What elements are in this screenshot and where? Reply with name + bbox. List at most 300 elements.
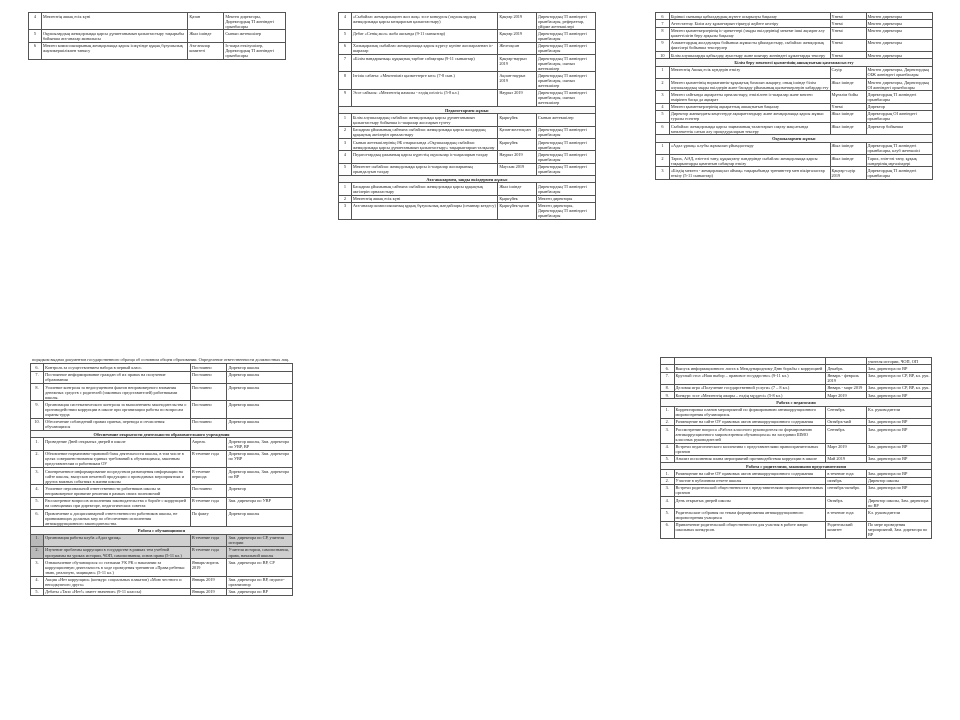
- date-cell: Жыл ішінде: [830, 123, 866, 135]
- page-1: [28, 12, 286, 92]
- responsible-cell: Директор школы: [227, 418, 293, 430]
- event-cell: Эссе сайысы: «Мектептің иамалы - елдің игілігі» (5-8 кл.): [351, 89, 497, 106]
- responsible-cell: Директор школы: [227, 364, 293, 371]
- responsible-cell: По мере проведения мероприятий, Зам. директора по ВР: [866, 521, 931, 538]
- event-cell: Ізгілік сабағы: «Мектепіміз қызметтерге көз» (7-8 сын.): [351, 72, 497, 89]
- page-4-intro-text: порядком выдачи документов государственного образца об основном общем образовании. Определение ответственности должностных лиц.: [32, 357, 290, 362]
- responsible-cell: Зам. директора по СР, учителя истории: [227, 534, 293, 546]
- date-cell: Үнемі: [830, 13, 866, 20]
- row-number: 1.: [661, 406, 675, 418]
- event-cell: Мектеп сайтында ақпаратты орналастыру, өткізілген іс-шаралар және мектеп өмірінен басқа да ақпарат: [669, 91, 830, 103]
- event-cell: Своевременное информирование посредством размещения информации на сайте школы, выпусков печатной продукции о проводимых мероприятиях и других важных событиях в жизни школы: [44, 467, 191, 484]
- date-cell: Октябрь-май: [826, 418, 867, 425]
- page-4-table: [30, 363, 293, 596]
- row-number: 8.: [661, 384, 675, 391]
- date-cell: Үнемі: [830, 52, 866, 59]
- date-cell: Январь - март 2019: [826, 384, 867, 391]
- table-row: [656, 52, 933, 59]
- section-header-row: [339, 175, 596, 182]
- date-cell: Январь 2019: [190, 576, 227, 588]
- date-cell: Қыркүйек: [498, 114, 537, 126]
- responsible-cell: Зам. директора по ВР: [866, 392, 931, 399]
- responsible-cell: Мектеп директоры, Директордың ТІ жөніндегі орынбасары: [224, 13, 286, 30]
- responsible-cell: Мектеп директоры: [866, 20, 932, 27]
- table-row: [31, 450, 293, 467]
- row-number: 9.: [661, 392, 675, 399]
- responsible-cell: Зам. директора по ВР: [866, 426, 931, 443]
- row-number: 6.: [661, 521, 675, 538]
- date-cell: Қаңтар-наурыз 2019: [498, 55, 537, 72]
- row-number: 4: [656, 103, 670, 110]
- row-number: 1: [339, 114, 352, 126]
- page-1-table: [28, 12, 286, 60]
- row-number: 6.: [661, 365, 675, 372]
- event-cell: Организация работы клуба «Адал ұрпақ»: [44, 534, 191, 546]
- event-cell: Дебаты «Тапо «Нет!» имеет значение» (9-11 классы): [44, 588, 191, 595]
- table-row: [661, 426, 932, 443]
- row-number: 1: [656, 142, 670, 154]
- row-number: 2.: [31, 450, 44, 467]
- table-row: [31, 401, 293, 418]
- table-row: [656, 27, 933, 39]
- event-cell: Обеспечение соблюдений правил приема, перевода и отчисления обучающихся: [44, 418, 191, 430]
- row-number: 3: [339, 139, 352, 151]
- date-cell: Жыл ішінде: [830, 110, 866, 122]
- responsible-cell: Директор школы, Зам. директора по ВР: [866, 497, 931, 509]
- responsible-cell: Зам. директора по ВР: [866, 443, 931, 455]
- event-cell: Обновление нормативно-правовой базы деятельности школы, в том числе в целях совершенствования единых требований к обучающимся, законным представителям и работникам ОУ: [44, 450, 191, 467]
- row-number: 2: [339, 195, 352, 202]
- table-row: [339, 89, 596, 106]
- responsible-cell: Зам. директора по ВР: [866, 418, 931, 425]
- responsible-cell: Зам. директора по СР, ВР, кл. рук.: [866, 372, 931, 384]
- row-number: 5: [339, 163, 352, 175]
- event-cell: Усиление персональной ответственности работников школы за неправомерное принятие решения в рамках своих полномочий: [44, 485, 191, 497]
- date-cell: Қыркүйек-қазан: [498, 202, 537, 219]
- section-title: Педагогтармен жұмыс: [339, 107, 596, 114]
- row-number: 4: [29, 13, 42, 30]
- event-cell: Контроль за осуществлением набора в первый класс.: [44, 364, 191, 371]
- row-number: 6: [339, 42, 352, 54]
- page-5-table: [660, 357, 932, 539]
- event-cell: «Біздің мектеп - жемқорлықсыз аймақ» тақырыбында тренингтер мен пікірталастар өткізу (5-11 сыныптар): [669, 167, 830, 179]
- responsible-cell: Директор школы: [227, 509, 293, 526]
- section-title: Оқушылармен жұмыс: [656, 135, 933, 142]
- event-cell: Изучение проблемы коррупции в государстве в рамках тем учебной программы на уроках истории, ЧОП, самопознания, основ права (5-11 кл.): [44, 546, 191, 558]
- row-number: 3: [656, 167, 670, 179]
- table-row: [661, 477, 932, 484]
- responsible-cell: Директор школы: [227, 401, 293, 418]
- row-number: 2: [339, 126, 352, 138]
- event-cell: Білім алушылардың сыбайлас жемқорлыққа қарсы дүниетанымын қалыптастыру бойынша іс-шаралар жоспарын түзету: [351, 114, 497, 126]
- responsible-cell: Зам. директора по ВР: [866, 470, 931, 477]
- row-number: 4.: [31, 576, 44, 588]
- row-number: 5: [339, 30, 352, 42]
- section-header-row: [661, 463, 932, 470]
- responsible-cell: Мектеп директоры: [866, 39, 932, 51]
- row-number: 8: [656, 27, 670, 39]
- row-number: 6: [656, 13, 670, 20]
- page-5: [660, 357, 932, 657]
- table-row: [339, 139, 596, 151]
- responsible-cell: Директордың ТІ жөніндегі орынбасары: [866, 91, 932, 103]
- row-number: 2: [656, 78, 670, 90]
- page-2-table: [338, 12, 596, 220]
- date-cell: октябрь: [826, 477, 867, 484]
- event-cell: Білім алушыларды қабылдау, ауыстыру және шығару жөніндегі құжаттарды тексеру: [669, 52, 830, 59]
- event-cell: Басқарма ұйымының сайтына сыбайлас жемқорлыққа қарсы жолдардың құқықтық актілерін орналастыру: [351, 126, 497, 138]
- date-cell: Январь 2019: [190, 588, 227, 595]
- responsible-cell: Зам. директора по СР, ВР, кл. рук.: [867, 385, 930, 391]
- event-cell: Мектептің ашық есік күні: [351, 195, 497, 202]
- event-cell: Конкурс эссе «Мектептің ажары – елдің мүддесі» (5-8 кл.): [674, 392, 826, 399]
- responsible-cell: Мектеп директоры: [866, 52, 932, 59]
- table-row: [661, 455, 932, 462]
- responsible-cell: Учителя истории, самопознания, права, начальной школы: [227, 546, 293, 558]
- date-cell: Октябрь: [826, 497, 867, 509]
- table-row: [31, 418, 293, 430]
- section-title: Обеспечение открытости деятельности образовательного учреждения: [31, 430, 293, 437]
- table-row: [661, 406, 932, 418]
- row-number: 6.: [31, 364, 44, 371]
- table-row: [656, 142, 933, 154]
- event-cell: Привлечение к дисциплинарной ответственности работников школы, не принимающих должных мер по обеспечению исполнения антикоррупционного законодательства.: [44, 509, 191, 526]
- responsible-cell: Кл. руководители: [866, 509, 931, 521]
- page-3-table: [655, 12, 933, 180]
- table-row: [31, 497, 293, 509]
- responsible-cell: Директордың ТІ жөніндегі орынбасары, сынып жетекшілер: [536, 55, 595, 72]
- responsible-cell: Зам. директора по УВР: [227, 497, 293, 509]
- date-cell: Постоянно: [190, 364, 227, 371]
- row-number: 8.: [31, 383, 44, 400]
- row-number: 3.: [661, 426, 675, 443]
- event-cell: Ата-аналар комиссиясының құқық бұзушылық жағдайлары (семинар кездесу): [351, 202, 497, 219]
- section-title: Білім беру мекемесі қызметінің ашықтығын қамтамасыз ету: [656, 59, 933, 66]
- date-cell: Үнемі: [830, 20, 866, 27]
- row-number: 9: [656, 39, 670, 51]
- event-cell: Ознакомление обучающихся со статьями УК РК о наказании за коррупционную деятельность в ходе проведения тренингов «Права ребенка: знаю, реализую, защищаю» (5-11 кл.): [44, 559, 191, 576]
- date-cell: Мұғалім бойы: [830, 91, 866, 103]
- table-row: [31, 467, 293, 484]
- row-number: 1.: [661, 470, 675, 477]
- event-cell: Бірінші сыныпқа қабылдаудың жүзеге асырылуы бақылау: [669, 13, 830, 20]
- table-row: [339, 42, 596, 54]
- date-cell: Жыл ішінде: [830, 142, 866, 154]
- date-cell: Январь-апрель 2019: [190, 559, 227, 576]
- date-cell: В течение года: [190, 534, 227, 546]
- row-number: 4: [339, 151, 352, 163]
- responsible-cell: Мектеп директоры, Директордың ОІЖ жөніндегі орынбасары: [866, 66, 932, 78]
- row-number: 3.: [31, 467, 44, 484]
- event-cell: Круглый стол «Наш выбор – правовое государство» (9-11 кл.): [674, 372, 826, 384]
- row-number: 10.: [31, 418, 44, 430]
- table-row: [656, 39, 933, 51]
- event-cell: Мектепте сыбайлас жемқорлыққа қарсы іс-шаралар жоспарының орындалуын талдау: [351, 163, 497, 175]
- table-row: [661, 443, 932, 455]
- table-row: [661, 358, 932, 365]
- row-number: 4: [339, 13, 352, 30]
- event-cell: Мектеп қызметкерлерінің ақпараттық ашықтығын бақылау: [669, 103, 830, 110]
- date-cell: Сентябрь: [826, 426, 867, 443]
- responsible-cell: Директор школы, Зам. директора по УВР, ВР: [227, 438, 293, 450]
- row-number: 1: [339, 183, 352, 195]
- event-cell: «Адал ұрпақ» клубы жұмысын ұйымдастыру: [669, 142, 830, 154]
- date-cell: [826, 358, 867, 365]
- section-header-row: [31, 527, 293, 534]
- table-row: [661, 418, 932, 425]
- row-number: 9.: [31, 401, 44, 418]
- row-number: 4.: [31, 485, 44, 497]
- responsible-cell: Директор школы: [866, 477, 931, 484]
- table-row: [661, 484, 932, 496]
- row-number: 1.: [31, 534, 44, 546]
- responsible-cell: Директор школы: [227, 371, 293, 383]
- table-row: [656, 20, 933, 27]
- date-cell: Қыркүйек: [498, 139, 537, 151]
- row-number: 10: [656, 52, 670, 59]
- responsible-cell: Директордың ТІ жөніндегі орынбасары: [536, 163, 595, 175]
- date-cell: Қазан: [188, 13, 224, 30]
- event-cell: Встречи педагогического коллектива с представителями правоохранительных органов: [674, 443, 826, 455]
- event-cell: Деловая игра «Получение государственной услуги» (7 – 8 кл.): [674, 384, 826, 391]
- event-cell: Мектеп комиссияларының жемқорлыққа қарсы ісжүзінде құқық бұзушылық жауапкершілікпен танысу: [41, 42, 188, 59]
- date-cell: Январь - февраль 2019: [826, 372, 867, 384]
- date-cell: Қаңтар 2019: [498, 30, 537, 42]
- event-cell: Сынып жетекшілерінің ӘБ отырысында «Оқушылардың сыбайлас жемқорлыққа қарсы дүниетанымын қалыптастыру» тақырыптарын талқылау: [351, 139, 497, 151]
- date-cell: Жыл ішінде: [830, 155, 866, 167]
- responsible-cell: Зам. директора по ВР, СР: [227, 559, 293, 576]
- table-row: [31, 576, 293, 588]
- table-row: [656, 123, 933, 135]
- section-header-row: [31, 430, 293, 437]
- table-row: [31, 546, 293, 558]
- date-cell: Жыл ішінде: [188, 30, 224, 42]
- date-cell: в течение года: [826, 509, 867, 521]
- responsible-cell: Сынып жетекшілер: [224, 30, 286, 42]
- event-cell: Размещение на сайте ОУ правовых актов антикоррупционного содержания: [674, 418, 826, 425]
- row-number: 7.: [31, 371, 44, 383]
- date-cell: Постоянно: [190, 485, 227, 497]
- row-number: 2: [656, 155, 670, 167]
- responsible-cell: Директордың ТІ жөніндегі орынбасары: [536, 151, 595, 163]
- responsible-cell: Директордың ТІ жөніндегі орынбасары: [536, 126, 595, 138]
- row-number: 5: [656, 110, 670, 122]
- date-cell: Постоянно: [190, 401, 227, 418]
- responsible-cell: Сынып жетекшілер: [536, 114, 595, 126]
- row-number: 6.: [31, 509, 44, 526]
- table-row: [29, 30, 286, 42]
- event-cell: Тарих, АӘД, өзін-өзі тану, құқықтану пәндерінде сыбайлас жемқорлыққа қарсы тақырыптарды қамтитын сабақтар өткізу: [669, 155, 830, 167]
- event-cell: [674, 358, 826, 365]
- responsible-cell: Директордың ТІ жөніндегі орынбасары, сынып жетекшілер: [536, 72, 595, 89]
- row-number: 9: [339, 89, 352, 106]
- row-number: 5.: [31, 497, 44, 509]
- date-cell: Үнемі: [830, 39, 866, 51]
- responsible-cell: Директор: [866, 103, 932, 110]
- table-row: [661, 384, 932, 391]
- row-number: 5: [29, 30, 42, 42]
- row-number: 4.: [661, 443, 675, 455]
- event-cell: Акция «Нет коррупции» (конкурс социальных плакатов) «Мою честного и неподкупного друга»: [44, 576, 191, 588]
- date-cell: Апрель: [190, 438, 227, 450]
- responsible-cell: Директор школы, Зам. директора по ВР: [227, 467, 293, 484]
- date-cell: Қазан-желтоқсан: [498, 126, 537, 138]
- responsible-cell: Директордың ТІ жөніндегі орынбасары: [536, 42, 595, 54]
- table-row: [656, 110, 933, 122]
- event-cell: Педагогтардың ұжымның қарсы күрестің оқушылар іс-шараларын талдау: [351, 151, 497, 163]
- row-number: 7.: [661, 372, 675, 384]
- responsible-cell: Мектеп директоры, Директордың ТІ жөніндегі орынбасары: [536, 202, 595, 219]
- table-row: [31, 485, 293, 497]
- table-row: [661, 470, 932, 477]
- event-cell: Корректировка планов мероприятий по формированию антикоррупционного мировоззрения обучающихся.: [674, 406, 826, 418]
- date-cell: Желтоқсан: [498, 42, 537, 54]
- event-cell: Азаматтардың жолдаулары бойынша жұмысты ұйымдастыру, сыбайлас жемқорлық фактілері бойынша тексерулер: [669, 39, 830, 51]
- date-cell: в течение года: [826, 470, 867, 477]
- responsible-cell: Директордың ТІ жөніндегі орынбасары: [866, 167, 932, 179]
- responsible-cell: Директордың ТІ жөніндегі орынбасары, рефераттар, үйірме жетекшілері: [536, 13, 595, 30]
- event-cell: Усиление контроля за недопущением фактов неправомерного взимания денежных средств с родителей (законных представителей) работниками школы.: [44, 383, 191, 400]
- date-cell: сентябрь-октябрь: [826, 484, 867, 496]
- table-row: [656, 167, 933, 179]
- section-title: Ата-аналармен, заңды өкілдермен жұмыс: [339, 175, 596, 182]
- table-row: [31, 364, 293, 371]
- table-row: [339, 183, 596, 195]
- row-number: 2.: [31, 546, 44, 558]
- row-number: 3.: [31, 559, 44, 576]
- date-cell: В течение года: [190, 546, 227, 558]
- responsible-cell: Директор: [227, 485, 293, 497]
- event-cell: Мектеп қызметкерлерінің іс-әрекеттері (заңды өкілдерінің) мекеме ішкі ақпарат алу қажеттілігін беру арқылы бақылау: [669, 27, 830, 39]
- table-row: [661, 372, 932, 384]
- table-row: [31, 588, 293, 595]
- row-number: 1: [656, 66, 670, 78]
- table-row: [31, 438, 293, 450]
- table-row: [339, 114, 596, 126]
- event-cell: Размещение на сайте ОУ правовых актов антикоррупционного содержания: [674, 470, 826, 477]
- table-row: [29, 42, 286, 59]
- table-row: [31, 534, 293, 546]
- responsible-cell: Зам. директора по ВР: [866, 484, 931, 496]
- date-cell: Май 2019: [826, 455, 867, 462]
- table-row: [656, 103, 933, 110]
- responsible-cell: Директор школы: [227, 383, 293, 400]
- table-row: [339, 13, 596, 30]
- table-row: [661, 392, 932, 399]
- page-3: [655, 12, 933, 342]
- date-cell: Сентябрь: [826, 406, 867, 418]
- row-number: 6: [29, 42, 42, 59]
- responsible-cell: Зам. директора по ВР: [866, 455, 931, 462]
- section-header-row: [656, 59, 933, 66]
- event-cell: Постоянное информирование граждан об их правах на получение образования: [44, 371, 191, 383]
- row-number: 5.: [661, 509, 675, 521]
- table-row: [29, 13, 286, 30]
- row-number: 4.: [661, 497, 675, 509]
- table-row: [339, 151, 596, 163]
- table-row: [339, 163, 596, 175]
- event-cell: «Білім нандарының» құқықтық тәрбие сабақтары (9-11 сыныптар): [351, 55, 497, 72]
- event-cell: Дебат «Сенің жол» жоба аясында (9-11 сыныптар): [351, 30, 497, 42]
- date-cell: Қыркүйек: [498, 195, 537, 202]
- date-cell: Қаңтар-сәуір 2019: [830, 167, 866, 179]
- row-number: 7: [339, 55, 352, 72]
- event-cell: Мектептің ашық есік күні: [41, 13, 188, 30]
- row-number: 5.: [31, 588, 44, 595]
- table-row: [31, 509, 293, 526]
- table-row: [339, 72, 596, 89]
- row-number: 1.: [31, 438, 44, 450]
- date-cell: Үнемі: [830, 103, 866, 110]
- table-row: [661, 509, 932, 521]
- table-row: [661, 497, 932, 509]
- event-cell: Директор жанындағы кеңестерде ақпараттандыру және жемқорлыққа қарсы жұмыс туралы есептер: [669, 110, 830, 122]
- date-cell: Жыл ішінде: [498, 183, 537, 195]
- date-cell: Постоянно: [190, 383, 227, 400]
- row-number: 3: [656, 91, 670, 103]
- table-row: [31, 559, 293, 576]
- date-cell: Жыл ішінде: [830, 78, 866, 90]
- event-cell: Проведение Дней открытых дверей в школе: [44, 438, 191, 450]
- section-header-row: [656, 135, 933, 142]
- responsible-cell: Директордың ТІ жөніндегі орынбасары: [536, 139, 595, 151]
- date-cell: В течение года: [190, 497, 227, 509]
- event-cell: День открытых дверей школы: [674, 497, 826, 509]
- section-title: Работа с родителями, законными представителями: [661, 463, 932, 470]
- row-number: 2.: [661, 418, 675, 425]
- event-cell: Басқарма ұйымының сайтына сыбайлас жемқорлыққа қарсы құқықтық актілерін орналастыру: [351, 183, 497, 195]
- responsible-cell: Мектеп директоры, Директордың ОІ жөніндегі орынбасары: [866, 78, 932, 90]
- row-number: 3.: [661, 484, 675, 496]
- row-number: 5.: [661, 455, 675, 462]
- responsible-cell: учителя истории, ЧОП, ОП: [866, 358, 931, 365]
- event-cell: Организация систематического контроля за выполнением законодательства о противодействии коррупции в школе при организации работы по вопросам охраны труда: [44, 401, 191, 418]
- table-row: [661, 521, 932, 538]
- responsible-cell: Директордың ТІ жөніндегі орынбасары: [536, 30, 595, 42]
- responsible-cell: Зам. директора по ВР, педагог-организатор: [227, 576, 293, 588]
- section-title: Работа с педагогами: [661, 399, 932, 406]
- date-cell: Наурыз 2019: [498, 151, 537, 163]
- responsible-cell: Мектеп директоры: [866, 13, 932, 20]
- row-number: 2.: [661, 477, 675, 484]
- responsible-cell: Директордың ТІ жөніндегі орынбасары, клуб жетекшісі: [866, 142, 932, 154]
- date-cell: Қаңтар 2019: [498, 13, 537, 30]
- event-cell: Рассмотрение вопросов исполнения законодательства о борьбе с коррупцией на совещаниях при директоре, педагогических советах: [44, 497, 191, 509]
- row-number: 6: [656, 123, 670, 135]
- section-header-row: [661, 399, 932, 406]
- table-row: [656, 78, 933, 90]
- event-cell: Оқушылардың жемқорлыққа қарсы дүниетанымын қалыптастыру тақырыбы бойынша ата-аналар жиналысы: [41, 30, 188, 42]
- event-cell: «Сыбайлас жемқорлықпен жол жоқ» эссе конкурсы (оқушылардың жемқорлыққа қарсы көзқарасын қалыптастыру): [351, 13, 497, 30]
- event-cell: Сыбайлас жемқорлыққа қарсы заңнаманың талаптарын сақтау мақсатында мемлекеттік сатып алу процедураларын тексеру: [669, 123, 830, 135]
- responsible-cell: Директордың ТІ жөніндегі орынбасары, сынып жетекшілер: [536, 89, 595, 106]
- row-number: 3: [339, 202, 352, 219]
- table-row: [656, 66, 933, 78]
- event-cell: Выпуск информационного листа к Международному Дню борьбы с коррупцией: [674, 365, 826, 372]
- table-row: [339, 30, 596, 42]
- responsible-cell: Мектеп директоры: [536, 195, 595, 202]
- table-row: [656, 155, 933, 167]
- event-cell: Рассмотрение вопроса «Работа классного руководителя по формированию антикоррупционного мировоззрения обучающихся» на заседании ШМО классных руководителей: [674, 426, 826, 443]
- table-row: [339, 195, 596, 202]
- date-cell: Наурыз 2019: [498, 89, 537, 106]
- date-cell: Маусым 2019: [498, 163, 537, 175]
- event-cell: Мектептің Ашық есік күндерін өткізу: [669, 66, 830, 78]
- section-title: Работа с обучающимися: [31, 527, 293, 534]
- responsible-cell: Директор бойынша: [866, 123, 932, 135]
- row-number: 7: [656, 20, 670, 27]
- date-cell: Сәуір: [830, 66, 866, 78]
